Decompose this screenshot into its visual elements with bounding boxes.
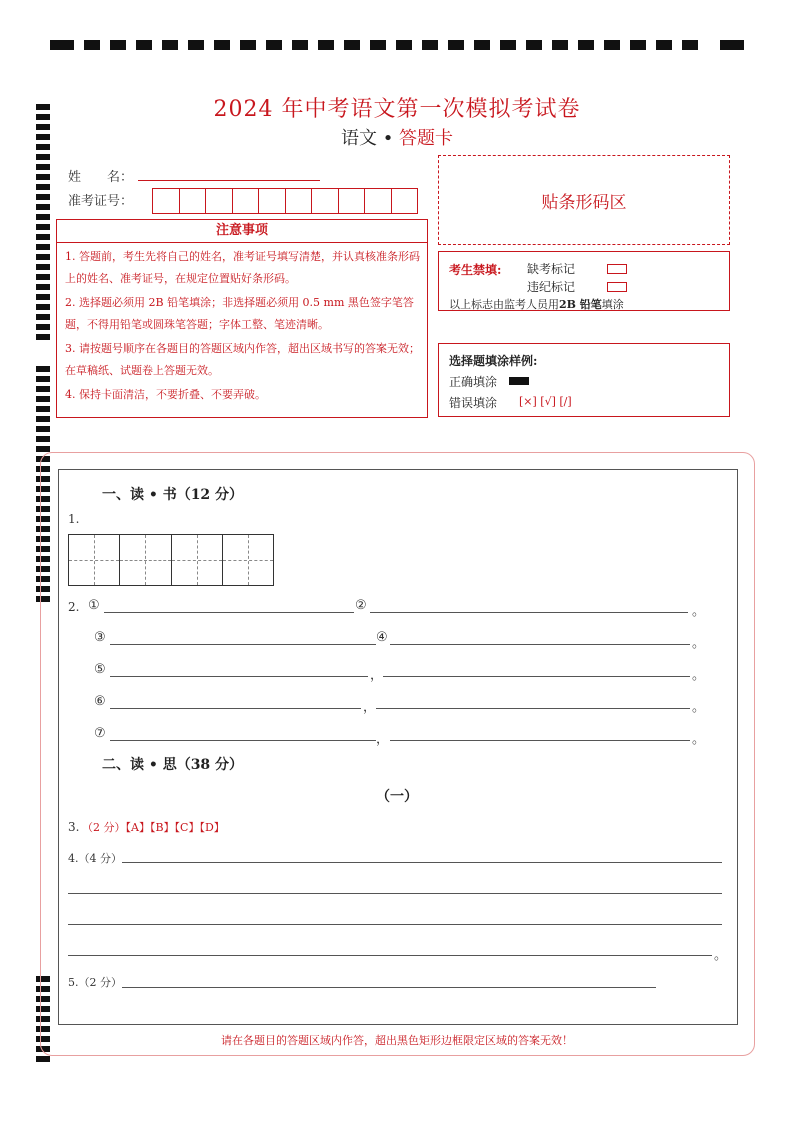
timing-mark <box>240 40 256 50</box>
barcode-area: 贴条形码区 <box>438 155 730 245</box>
notice-title: 注意事项 <box>57 220 427 243</box>
blank-label-4: ④ <box>376 630 388 645</box>
correct-fill-sample <box>509 377 529 385</box>
note-bold: 2B 铅笔 <box>559 298 602 311</box>
comma-3: ， <box>376 732 390 747</box>
timing-mark <box>656 40 672 50</box>
name-label: 姓 名： <box>68 170 134 185</box>
q4-label: 4.（4 分） <box>68 852 122 865</box>
section-2-title: 二、读 • 思（38 分） <box>102 757 244 773</box>
timing-mark <box>36 386 50 392</box>
q4-line-3[interactable] <box>68 924 722 925</box>
notice-item: 2. 选择题必须用 2B 铅笔填涂；非选择题必须用 0.5 mm 黑色签字笔答题，不得用铅笔或圆珠笔答题；字体工整、笔迹清晰。 <box>65 296 414 331</box>
period-3: 。 <box>692 668 706 683</box>
q4-period: 。 <box>714 948 728 963</box>
timing-mark <box>36 274 50 280</box>
timing-mark <box>36 254 50 260</box>
q3-number: 3. <box>68 820 80 834</box>
timing-mark <box>36 324 50 330</box>
answer-line-1[interactable] <box>104 612 354 613</box>
timing-mark <box>720 40 744 50</box>
timing-mark <box>36 396 50 402</box>
timing-mark <box>578 40 594 50</box>
answer-line-6a[interactable] <box>110 708 361 709</box>
timing-mark <box>36 154 50 160</box>
timing-mark <box>36 204 50 210</box>
timing-mark <box>526 40 542 50</box>
timing-mark <box>36 174 50 180</box>
forbidden-title: 考生禁填: <box>449 263 502 277</box>
timing-mark <box>36 184 50 190</box>
blank-label-1: ① <box>88 598 100 613</box>
timing-mark <box>36 214 50 220</box>
comma-1: ， <box>370 668 384 683</box>
timing-mark <box>266 40 282 50</box>
answer-line-5a[interactable] <box>110 676 368 677</box>
timing-mark <box>84 40 100 50</box>
answer-line-3[interactable] <box>110 644 376 645</box>
wrong-fill-samples: [×] [√] [/] <box>519 395 572 408</box>
timing-mark <box>344 40 360 50</box>
notice-item: 1. 答题前，考生先将自己的姓名，准考证号填写清楚，并认真核准条形码上的姓名、准考证号，在规定位置贴好条形码。 <box>65 250 420 285</box>
period-1: 。 <box>692 604 706 619</box>
note-prefix: 以上标志由监考人员用 <box>449 298 559 311</box>
wrong-fill-label: 错误填涂 <box>449 396 498 410</box>
q4-line-1[interactable] <box>122 862 722 863</box>
footer-warning: 请在各题目的答题区域内作答，超出黑色矩形边框限定区域的答案无效！ <box>221 1034 573 1047</box>
timing-mark <box>36 284 50 290</box>
exam-title: 2024 年中考语文第一次模拟考试卷 <box>213 97 581 122</box>
notice-item: 3. 请按题号顺序在各题目的答题区域内作答，超出区域书写的答案无效；在草稿纸、试题卷上答题无效。 <box>65 342 420 377</box>
timing-mark <box>36 244 50 250</box>
q2-number: 2. <box>68 600 80 614</box>
timing-mark <box>318 40 334 50</box>
fill-example-box <box>438 343 730 417</box>
blank-label-7: ⑦ <box>94 726 106 741</box>
timing-mark <box>36 426 50 432</box>
timing-mark <box>474 40 490 50</box>
blank-label-3: ③ <box>94 630 106 645</box>
timing-mark <box>36 294 50 300</box>
answer-line-4[interactable] <box>390 644 690 645</box>
timing-mark <box>422 40 438 50</box>
timing-mark <box>36 446 50 452</box>
blank-label-2: ② <box>355 598 367 613</box>
timing-mark <box>448 40 464 50</box>
blank-label-5: ⑤ <box>94 662 106 677</box>
exam-subtitle <box>0 124 794 150</box>
answer-line-2[interactable] <box>370 612 688 613</box>
correct-fill-label: 正确填涂 <box>449 375 498 389</box>
timing-mark <box>396 40 412 50</box>
notice-box <box>56 219 428 418</box>
timing-mark <box>682 40 698 50</box>
timing-mark <box>36 234 50 240</box>
subject-label: 语文 • <box>340 128 400 149</box>
timing-mark <box>36 1056 50 1062</box>
timing-mark <box>292 40 308 50</box>
timing-mark <box>36 436 50 442</box>
answer-card-label: 答题卡 <box>399 128 454 149</box>
timing-marks-top <box>0 40 794 52</box>
absent-label: 缺考标记 <box>527 262 576 276</box>
exam-id-boxes[interactable] <box>152 188 418 214</box>
timing-mark <box>110 40 126 50</box>
q5-line[interactable] <box>122 987 656 988</box>
q4-line-4[interactable] <box>68 955 712 956</box>
absent-mark-box[interactable] <box>607 264 627 274</box>
timing-mark <box>370 40 386 50</box>
timing-mark <box>136 40 152 50</box>
id-label: 准考证号： <box>68 194 134 209</box>
timing-mark <box>188 40 204 50</box>
period-4: 。 <box>692 700 706 715</box>
timing-mark <box>500 40 516 50</box>
note-suffix: 填涂 <box>601 298 624 311</box>
part-heading: （一） <box>376 789 418 805</box>
timing-mark <box>630 40 646 50</box>
timing-mark <box>214 40 230 50</box>
answer-line-5b[interactable] <box>383 676 690 677</box>
timing-mark <box>36 304 50 310</box>
q4-line-2[interactable] <box>68 893 722 894</box>
answer-line-7b[interactable] <box>390 740 690 741</box>
answer-line-7a[interactable] <box>110 740 376 741</box>
answer-line-6b[interactable] <box>376 708 690 709</box>
timing-mark <box>552 40 568 50</box>
q1-writing-grid[interactable] <box>68 534 274 586</box>
timing-mark <box>36 416 50 422</box>
timing-mark <box>36 314 50 320</box>
q3-options[interactable]: （2 分）【A】【B】【C】【D】 <box>82 821 225 834</box>
violation-mark-box[interactable] <box>607 282 627 292</box>
fill-example-title: 选择题填涂样例: <box>449 354 538 368</box>
period-5: 。 <box>692 732 706 747</box>
blank-label-6: ⑥ <box>94 694 106 709</box>
examiner-marks-box <box>438 251 730 311</box>
period-2: 。 <box>692 636 706 651</box>
timing-mark <box>36 406 50 412</box>
timing-mark <box>36 376 50 382</box>
timing-mark <box>604 40 620 50</box>
forbidden-note <box>449 296 624 312</box>
timing-mark <box>162 40 178 50</box>
name-field[interactable] <box>138 180 320 181</box>
violation-label: 违纪标记 <box>527 280 576 294</box>
section-1-title: 一、读 • 书（12 分） <box>102 487 244 503</box>
timing-mark <box>50 40 74 50</box>
timing-mark <box>36 334 50 340</box>
timing-mark <box>36 224 50 230</box>
q5-label: 5.（2 分） <box>68 976 122 989</box>
timing-mark <box>36 164 50 170</box>
timing-mark <box>36 194 50 200</box>
timing-mark <box>36 264 50 270</box>
timing-mark <box>36 366 50 372</box>
q1-number: 1. <box>68 512 80 526</box>
comma-2: ， <box>363 700 377 715</box>
notice-item: 4. 保持卡面清洁，不要折叠、不要弄破。 <box>65 388 266 401</box>
